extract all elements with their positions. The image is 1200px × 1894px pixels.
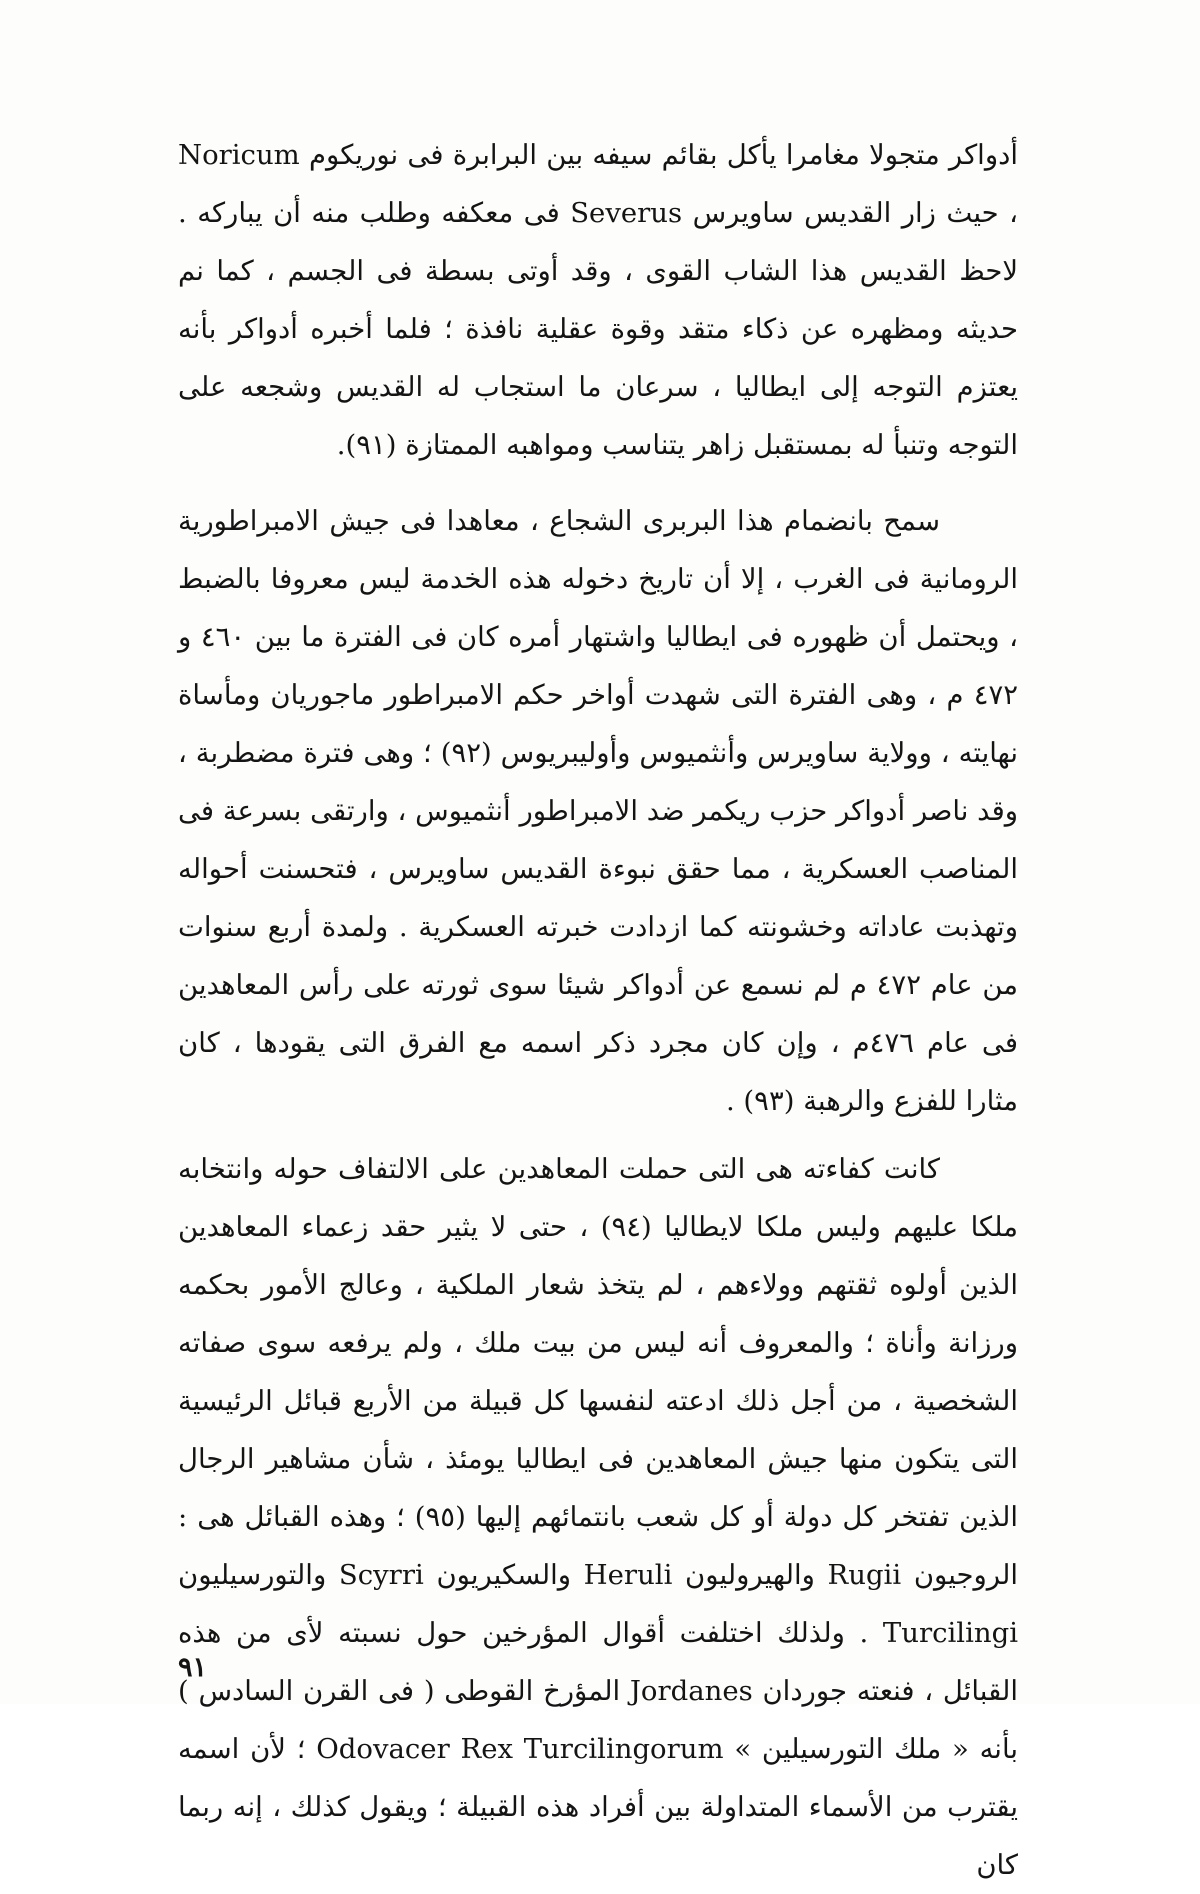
paragraph-2: سمح بانضمام هذا البربرى الشجاع ، معاهدا فى جيش الامبراطورية الرومانية فى الغرب ، إلا أن تاريخ دخوله هذه الخدمة ليس معروفا بالضبط ، ويحتمل أن ظهوره فى ايطاليا واشتهار أمره كان فى الفترة ما بين ٤٦٠ و ٤٧٢ م ، وهى الفترة التى شهدت أواخر حكم الامبراطور ماجوريان ومأساة نهايته ، وولاية ساويرس وأنثميوس وأوليبريوس (٩٢) ؛ وهى فترة مضطربة ، وقد ناصر أدواكر حزب ريكمر ضد الامبراطور أنثميوس ، وارتقى بسرعة فى المناصب العسكرية ، مما حقق نبوءة القديس ساويرس ، فتحسنت أحواله وتهذبت عاداته وخشونته كما ازدادت خبرته العسكرية . ولمدة أربع سنوات من عام ٤٧٢ م لم نسمع عن أدواكر شيئا سوى ثورته على رأس المعاهدين فى عام ٤٧٦م ، وإن كان مجرد ذكر اسمه مع الفرق التى يقودها ، كان مثارا للفزع والرهبة (٩٣) . <box>178 505 1018 1117</box>
paragraph-3: كانت كفاءته هى التى حملت المعاهدين على الالتفاف حوله وانتخابه ملكا عليهم وليس ملكا لايطاليا (٩٤) ، حتى لا يثير حقد زعماء المعاهدين الذين أولوه ثقتهم وولاءهم ، لم يتخذ شعار الملكية ، وعالج الأمور بحكمه ورزانة وأناة ؛ والمعروف أنه ليس من بيت ملك ، ولم يرفعه سوى صفاته الشخصية ، من أجل ذلك ادعته لنفسها كل قبيلة من الأربع قبائل الرئيسية التى يتكون منها جيش المعاهدين فى ايطاليا يومئذ ، شأن مشاهير الرجال الذين تفتخر كل دولة أو كل شعب بانتمائهم إليها (٩٥) ؛ وهذه القبائل هى : الروجيون Rugii والهيروليون Heruli والسكيريون Scyrri والتورسيليون Turcilingi . ولذلك اختلفت أقوال المؤرخين حول نسبته لأى من هذه القبائل ، فنعته جوردان Jordanes المؤرخ القوطى ( فى القرن السادس ) بأنه « ملك التورسيلين » Odovacer Rex Turcilingorum ؛ لأن اسمه يقترب من الأسماء المتداولة بين أفراد هذه القبيلة ؛ ويقول كذلك ، إنه ربما كان <box>178 1153 1019 1881</box>
page-number: ٩١ <box>178 1652 208 1683</box>
body-text <box>178 126 1018 1894</box>
paragraph-1: أدواكر متجولا مغامرا يأكل بقائم سيفه بين البرابرة فى نوريكوم Noricum ، حيث زار القديس ساويرس Severus فى معكفه وطلب منه أن يباركه . لاحظ القديس هذا الشاب القوى ، وقد أوتى بسطة فى الجسم ، كما نم حديثه ومظهره عن ذكاء متقد وقوة عقلية نافذة ؛ فلما أخبره أدواكر بأنه يعتزم التوجه إلى ايطاليا ، سرعان ما استجاب له القديس وشجعه على التوجه وتنبأ له بمستقبل زاهر يتناسب ومواهبه الممتازة (٩١). <box>178 139 1018 461</box>
